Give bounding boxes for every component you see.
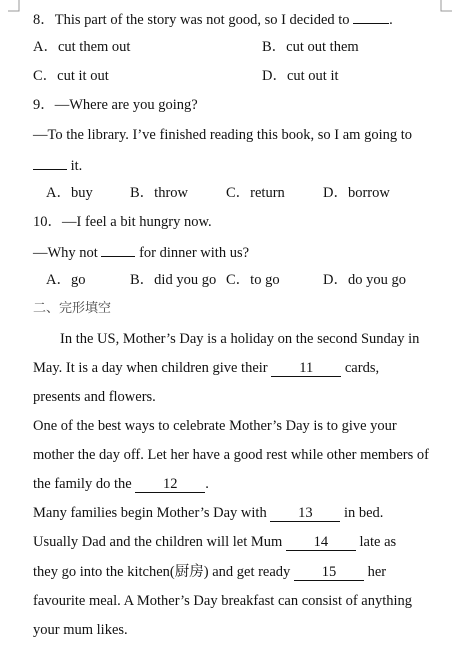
question-9-line3 <box>33 155 82 175</box>
question-10-line2-end: for dinner with us? <box>139 245 250 261</box>
passage-line-3: presents and flowers. <box>33 389 156 405</box>
passage-line-2 <box>33 359 379 377</box>
option-10c: C．to go <box>226 272 280 288</box>
option-9a: A．buy <box>46 185 93 201</box>
passage-line-9-end: her <box>367 564 387 580</box>
page-corner-mark-right <box>440 0 452 12</box>
question-8-stem <box>33 9 393 29</box>
option-9d: D．borrow <box>323 185 390 201</box>
cloze-blank-11: 11 <box>271 361 341 377</box>
passage-line-8 <box>33 533 396 551</box>
question-8-text: 8．This part of the story was not good, so I decided to <box>33 12 350 28</box>
question-9-line3-end: it. <box>70 158 83 174</box>
passage-line-2-start: May. It is a day when children give their <box>33 360 268 376</box>
passage-line-6-end: . <box>205 476 209 492</box>
passage-line-7 <box>33 504 383 522</box>
passage-line-6-start: the family do the <box>33 476 132 492</box>
question-10-line2 <box>33 242 249 262</box>
passage-line-9 <box>33 563 386 581</box>
passage-line-4: One of the best ways to celebrate Mother’s Day is to give your <box>33 418 397 434</box>
passage-line-11: your mum likes. <box>33 622 128 638</box>
cloze-blank-15: 15 <box>294 565 364 581</box>
passage-line-10: favourite meal. A Mother’s Day breakfast can consist of anything <box>33 593 413 609</box>
passage-line-7-start: Many families begin Mother’s Day with <box>33 505 267 521</box>
passage-line-1: In the US, Mother’s Day is a holiday on the second Sunday in <box>60 331 420 347</box>
page-corner-mark-left <box>8 0 20 12</box>
question-10-line2-start: —Why not <box>33 245 98 261</box>
option-9b: B．throw <box>130 185 188 201</box>
answer-blank <box>353 9 389 24</box>
question-9-stem: 9．—Where are you going? <box>33 97 198 113</box>
answer-blank <box>33 155 67 170</box>
cloze-blank-12: 12 <box>135 477 205 493</box>
option-10a: A．go <box>46 272 86 288</box>
option-8b: B．cut out them <box>262 39 359 55</box>
passage-line-7-end: in bed. <box>343 505 384 521</box>
option-9c: C．return <box>226 185 285 201</box>
option-10d: D．do you go <box>323 272 406 288</box>
option-8c: C．cut it out <box>33 68 109 84</box>
section-title: 二、完形填空 <box>33 301 112 316</box>
answer-blank <box>101 242 135 257</box>
passage-line-9-start: they go into the kitchen(厨房) and get ready <box>33 564 291 580</box>
passage-line-8-end: late as <box>359 534 397 550</box>
question-9-line2: —To the library. I’ve finished reading this book, so I am going to <box>33 127 412 143</box>
passage-line-5: mother the day off. Let her have a good rest while other members of <box>33 447 429 463</box>
passage-line-6 <box>33 475 209 493</box>
option-8d: D．cut out it <box>262 68 339 84</box>
question-10-stem: 10．—I feel a bit hungry now. <box>33 214 212 230</box>
cloze-blank-13: 13 <box>270 506 340 522</box>
option-8a: A．cut them out <box>33 39 131 55</box>
cloze-blank-14: 14 <box>286 535 356 551</box>
passage-line-8-start: Usually Dad and the children will let Mum <box>33 534 283 550</box>
passage-line-2-end: cards, <box>344 360 380 376</box>
question-8-end: . <box>389 12 393 28</box>
option-10b: B．did you go <box>130 272 217 288</box>
